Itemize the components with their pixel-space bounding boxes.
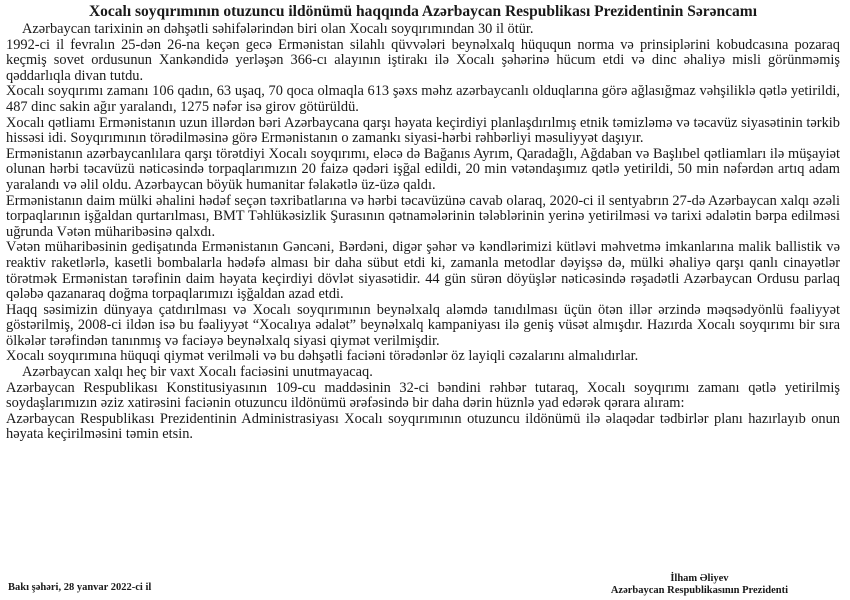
- paragraph-10: Azərbaycan xalqı heç bir vaxt Xocalı faciəsini unutmayacaq.: [22, 364, 373, 381]
- paragraph-4: Xocalı qətliamı Ermənistanın uzun illərdən bəri Azərbaycana qarşı həyata keçirdiyi planlaşdırılmış etnik təmizləmə və təcavüz siyasətinin tərkib hissəsi idi. Soyqırımının törədilməsinə görə Ermənistanın o zamankı siyasi-hərbi rəhbərliyi məsuliyyət daşıyır.: [6, 114, 840, 147]
- signatory-position: Azərbaycan Respublikasının Prezidenti: [610, 585, 788, 596]
- paragraph-9: Xocalı soyqırımına hüquqi qiymət verilməli və bu dəhşətli faciəni törədənlər öz layiqli cəzalarını almalıdırlar.: [6, 348, 639, 365]
- signature-block: [611, 573, 788, 597]
- paragraph-1: Azərbaycan tarixinin ən dəhşətli səhifələrindən biri olan Xocalı soyqırımından 30 il ötür.: [22, 21, 534, 37]
- document-footer: [0, 570, 850, 600]
- paragraph-6: Ermənistanın daim mülki əhalini hədəf seçən təxribatlarına və hərbi təcavüzünə cavab olaraq, 2020-ci il sentyabrın 27-də Azərbaycan xalqı əzəli torpaqlarının işğaldan qurtarılması, BMT Təhlükəsizlik Şurasının qətnamələrinin tələblərinin yerinə yetirilməsi və tarixi ədalətin bərpa edilməsi uğrunda Vətən müharibəsinə qalxdı.: [6, 192, 840, 240]
- paragraph-2: 1992-ci il fevralın 25-dən 26-na keçən gecə Ermənistan silahlı qüvvələri beynəlxalq hüququn norma və prinsiplərini kobudcasına pozaraq keçmiş sovet ordusunun Xankəndidə yerləşən 366-cı alayının iştirakı ilə Xocalı şəhərinə hücum etdi və dinc əhaliyə misli görünməmiş qəddarlıqla divan tutdu.: [6, 36, 840, 84]
- paragraph-7: Vətən müharibəsinin gedişatında Ermənistanın Gəncəni, Bərdəni, digər şəhər və kəndlərimizi kütləvi məhvetmə imkanlarına malik ballistik və reaktiv raketlərlə, kasetli bombalarla hədəfə alması bir daha sübut etdi ki, zamanla metodlar dəyişsə də, mülki əhaliyə qarşı qanlı cinayətlər törətmək Ermənistan tərəfinin daim həyata keçirdiyi dövlət siyasətidir. 44 gün sürən döyüşlər nəticəsində rəşadətli Azərbaycan Ordusu parlaq qələbə qazanaraq doğma torpaqlarımızı işğaldan azad etdi.: [6, 239, 840, 303]
- paragraph-12: Azərbaycan Respublikası Prezidentinin Administrasiyası Xocalı soyqırımının otuzuncu ildönümü ilə əlaqədar tədbirlər planı hazırlayıb onun həyata keçirilməsini təmin etsin.: [6, 410, 840, 443]
- paragraph-8: Haqq səsimizin dünyaya çatdırılması və Xocalı soyqırımının beynəlxalq aləmdə tanıdılması üçün ötən illər ərzində məqsədyönlü fəaliyyət göstərilmiş, 2008-ci ildən isə bu fəaliyyət “Xocalıya ədalət” beynəlxalq kampaniyası ilə geniş vüsət almışdır. Hazırda Xocalı soyqırımı bir sıra ölkələr tərəfindən tanınmış və faciəyə beynəlxalq siyasi qiymət verilmişdir.: [6, 301, 840, 349]
- document-title: Xocalı soyqırımının otuzuncu ildönümü haqqında Azərbaycan Respublikası Prezidentinin Sərəncamı: [88, 3, 758, 20]
- paragraph-3: Xocalı soyqırımı zamanı 106 qadın, 63 uşaq, 70 qoca olmaqla 613 şəxs məhz azərbaycanlı olduqlarına görə ağlasığmaz vəhşiliklə qətlə yetirildi, 487 dinc sakin ağır yaralandı, 1275 nəfər isə girov götürüldü.: [6, 83, 840, 115]
- paragraph-5: Ermənistanın azərbaycanlılara qarşı törətdiyi Xocalı soyqırımı, eləcə də Bağanıs Ayrım, Qaradağlı, Ağdaban və Başlıbel qətliamları ilə müşayiət olunan hərbi təcavüzü nəticəsində torpaqlarımızın 20 faizə qədəri işğal edildi, 20 min vətəndaşımız qətlə yetirildi, 50 min nəfərdən artıq adam yaralandı və əlil oldu. Azərbaycan böyük humanitar fəlakətlə üz-üzə qaldı.: [6, 145, 840, 193]
- place-date: Bakı şəhəri, 28 yanvar 2022-ci il: [8, 582, 152, 593]
- document-body: [6, 22, 840, 443]
- signatory-name: İlham Əliyev: [670, 573, 729, 584]
- paragraph-11: Azərbaycan Respublikası Konstitusiyasının 109-cu maddəsinin 32-ci bəndini rəhbər tutaraq, Xocalı soyqırımı zamanı qətlə yetirilmiş soydaşlarımızın əziz xatirəsini faciənin otuzuncu ildönümü ərəfəsində bir daha dərin hüznlə yad edərək qərara alıram:: [6, 379, 840, 412]
